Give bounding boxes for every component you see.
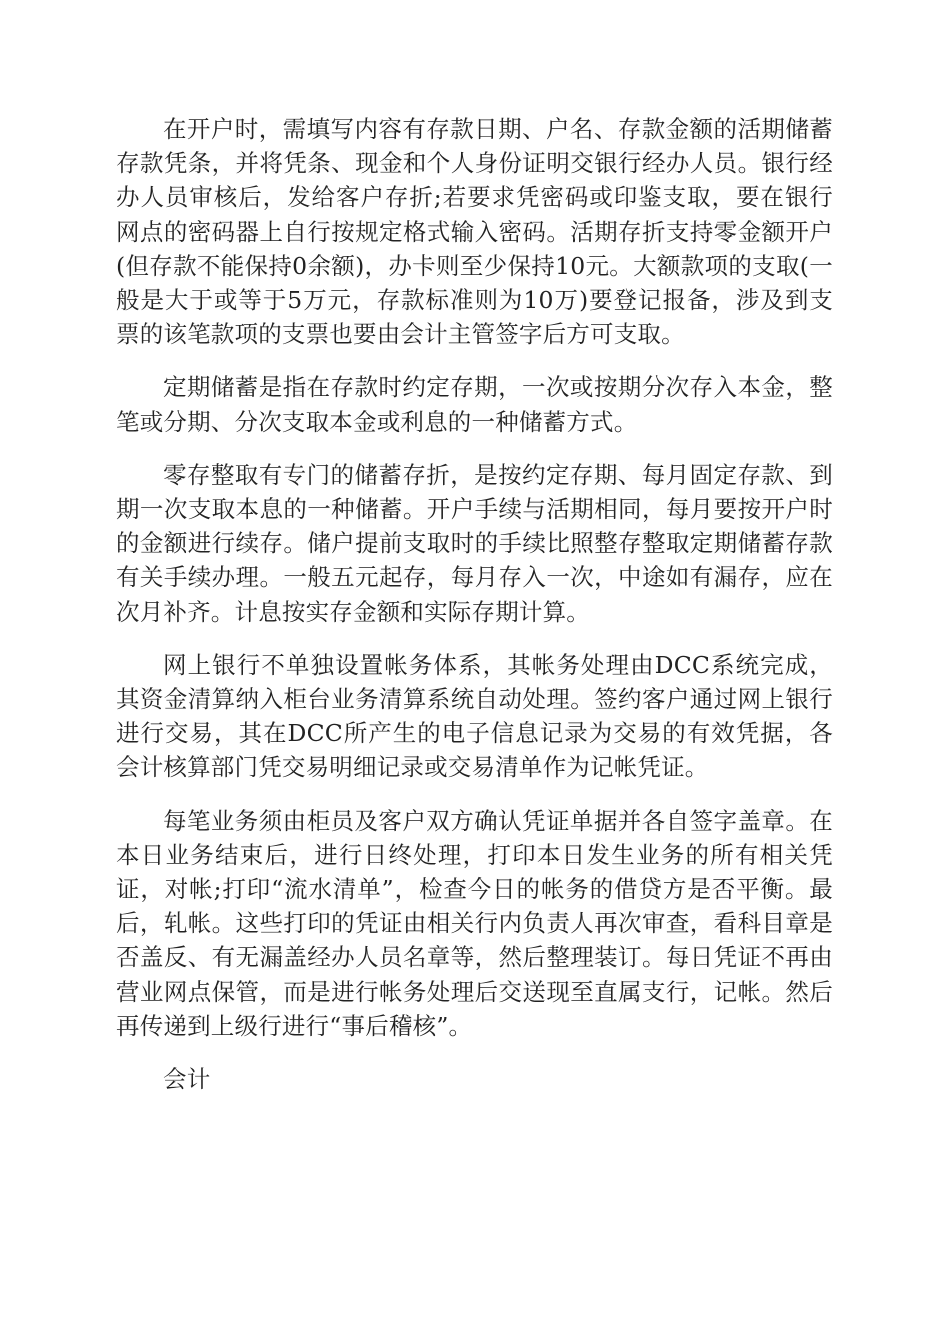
paragraph-installment-savings: 零存整取有专门的储蓄存折，是按约定存期、每月固定存款、到期一次支取本息的一种储蓄。开户手续与活期相同，每月要按开户时的金额进行续存。储户提前支取时的手续比照整存整取定期储蓄存款有关手续办理。一般五元起存，每月存入一次，中途如有漏存，应在次月补齐。计息按实存金额和实际存期计算。: [116, 460, 833, 626]
paragraph-online-banking: 网上银行不单独设置帐务体系，其帐务处理由DCC系统完成，其资金清算纳入柜台业务清算系统自动处理。签约客户通过网上银行进行交易，其在DCC所产生的电子信息记录为交易的有效凭据，各会计核算部门凭交易明细记录或交易清单作为记帐凭证。: [116, 650, 833, 782]
paragraph-fixed-deposit: 定期储蓄是指在存款时约定存期，一次或按期分次存入本金，整笔或分期、分次支取本金或利息的一种储蓄方式。: [116, 373, 833, 436]
paragraph-accounting: 会计: [163, 1065, 211, 1094]
paragraph-daily-settlement: 每笔业务须由柜员及客户双方确认凭证单据并各自签字盖章。在本日业务结束后，进行日终处理，打印本日发生业务的所有相关凭证，对帐;打印“流水清单”，检查今日的帐务的借贷方是否平衡。最后，轧帐。这些打印的凭证由相关行内负责人再次审查，看科目章是否盖反、有无漏盖经办人员名章等，然后整理装订。每日凭证不再由营业网点保管，而是进行帐务处理后交送现至直属支行，记帐。然后再传递到上级行进行“事后稽核”。: [116, 806, 833, 1040]
paragraph-current-account: 在开户时，需填写内容有存款日期、户名、存款金额的活期储蓄存款凭条，并将凭条、现金和个人身份证明交银行经办人员。银行经办人员审核后，发给客户存折;若要求凭密码或印鉴支取，要在银行网点的密码器上自行按规定格式输入密码。活期存折支持零金额开户(但存款不能保持0余额)，办卡则至少保持10元。大额款项的支取(一般是大于或等于5万元，存款标准则为10万)要登记报备，涉及到支票的该笔款项的支票也要由会计主管签字后方可支取。: [116, 115, 833, 349]
document-body: [116, 112, 833, 1096]
